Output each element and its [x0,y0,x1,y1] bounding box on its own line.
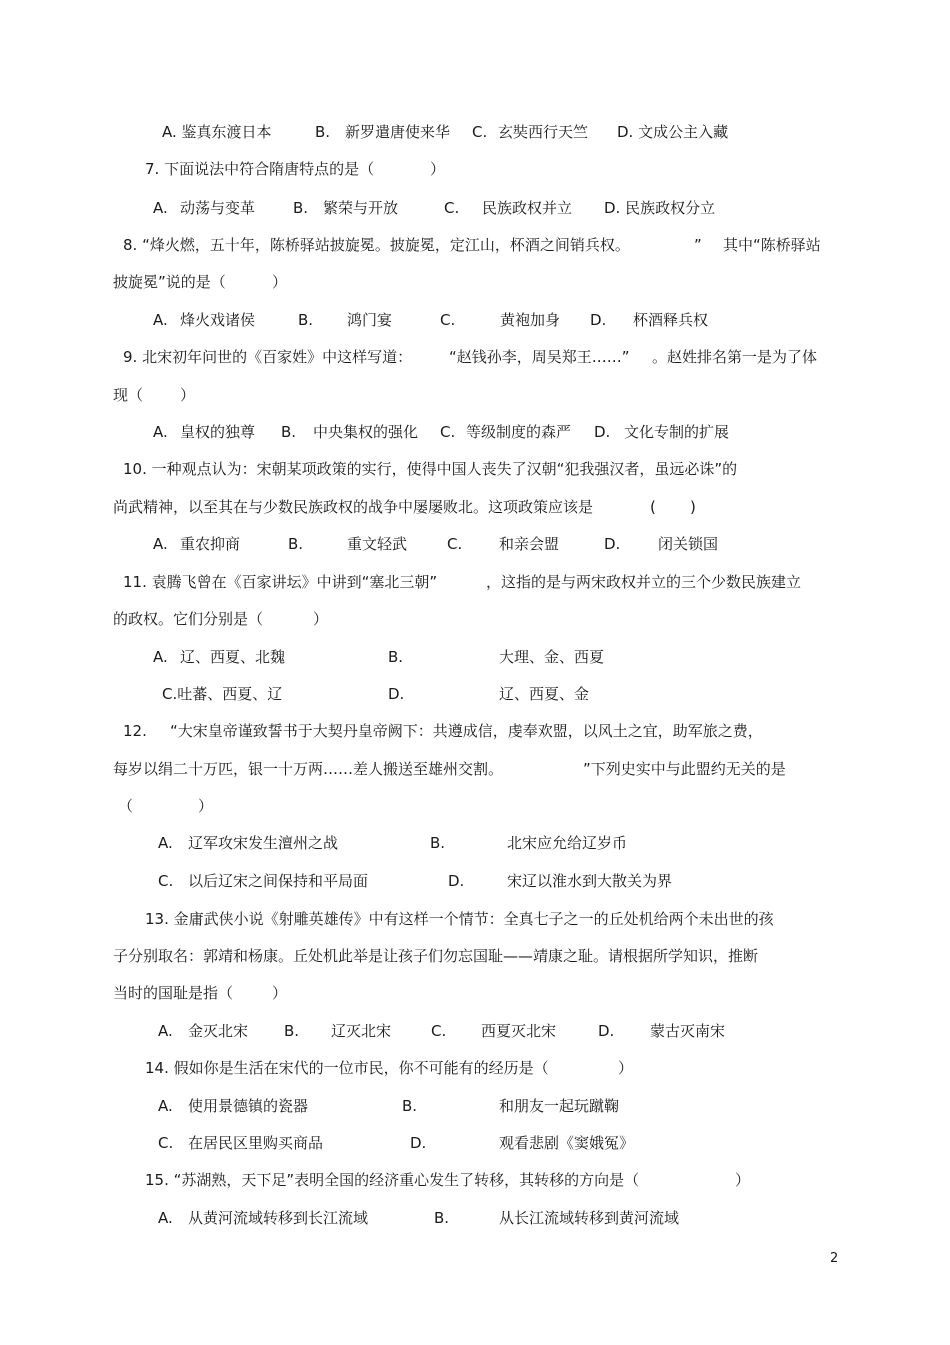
q13-option-c-text: 西夏灭北宋 [481,1022,557,1040]
q11-line1b: ，这指的是与两宋政权并立的三个少数民族建立 [486,573,802,591]
q10-option-c-text: 和亲会盟 [499,535,560,553]
q7-stem: 7. 下面说法中符合隋唐特点的是（ [145,160,375,178]
q9-option-c-letter: C. [440,423,456,441]
q9-option-c-text: 等级制度的森严 [466,423,572,441]
q6-option-c-letter: C. [472,123,488,141]
q15-stem-close: ） [735,1171,751,1189]
q12-line1a: 12. [123,722,147,740]
q14-stem-close: ） [618,1059,634,1077]
q10-line2: 尚武精神，以至其在与少数民族政权的战争中屡屡败北。这项政策应该是 [113,498,594,516]
q8-option-b-text: 鸿门宴 [347,311,393,329]
q14-option-c-text: 在居民区里购买商品 [188,1134,324,1152]
q12-line3-close: ） [198,797,214,815]
q13-line1: 13. 金庸武侠小说《射雕英雄传》中有这样一个情节：全真七子之一的丘处机给两个未出世的孩 [145,910,774,928]
q12-option-b-letter: B. [430,834,446,852]
q10-option-d-text: 闭关锁国 [658,535,719,553]
q10-option-b-letter: B. [288,535,304,553]
q13-option-a-letter: A. [158,1022,173,1040]
q13-option-d-letter: D. [598,1022,615,1040]
q9-option-b-letter: B. [281,423,297,441]
q11-line2: 的政权。它们分别是（ [113,610,264,628]
q8-option-d-letter: D. [590,311,607,329]
q14-option-b-text: 和朋友一起玩蹴鞠 [499,1097,620,1115]
q12-option-a-letter: A. [158,834,173,852]
q14-option-b-letter: B. [402,1097,418,1115]
q11-option-d-letter: D. [388,685,405,703]
q7-option-b-text: 繁荣与开放 [323,199,399,217]
q11-option-a-letter: A. [153,648,168,666]
q8-option-c-text: 黄袍加身 [500,311,561,329]
q7-stem-close: ） [430,160,446,178]
q11-line1a: 11. 袁腾飞曾在《百家讲坛》中讲到“塞北三朝” [123,573,438,591]
q14-option-d-text: 观看悲剧《窦娥冤》 [499,1134,635,1152]
q14-option-a-letter: A. [158,1097,173,1115]
q7-option-b-letter: B. [293,199,309,217]
q6-option-b-letter: B. [315,123,331,141]
q12-line2b: ”下列史实中与此盟约无关的是 [583,760,786,778]
q7-option-c-text: 民族政权并立 [482,199,573,217]
q6-option-d: D. 文成公主入藏 [617,123,729,141]
q9-line2-close: ） [180,386,196,404]
q13-line3-close: ） [272,984,288,1002]
q11-option-d-text: 辽、西夏、金 [499,685,590,703]
q6-option-c-text: 玄奘西行天竺 [498,123,589,141]
q9-line1b: “赵钱孙李，周吴郑王……” [449,348,630,366]
q8-option-a-letter: A. [153,311,168,329]
q14-option-c-letter: C. [158,1134,174,1152]
q9-option-a-text: 皇权的独尊 [180,423,256,441]
q15-option-b-letter: B. [434,1209,450,1227]
q13-option-d-text: 蒙古灭南宋 [650,1022,726,1040]
q12-option-d-letter: D. [448,872,465,890]
q13-option-b-text: 辽灭北宋 [331,1022,392,1040]
q12-line3: （ [118,797,134,815]
q9-line2: 现（ [113,386,144,404]
q12-line1b: “大宋皇帝谨致誓书于大契丹皇帝阙下：共遵成信，虔奉欢盟，以风土之宜，助军旅之费， [170,722,763,740]
q11-line2-close: ） [313,610,329,628]
q9-option-d-letter: D. [594,423,611,441]
q8-line2-close: ） [272,273,288,291]
q6-option-a: A. 鉴真东渡日本 [162,123,272,141]
q15-option-a-text: 从黄河流域转移到长江流域 [188,1209,369,1227]
q10-line2-paren-close: ) [690,498,696,516]
q11-option-a-text: 辽、西夏、北魏 [180,648,286,666]
q8-line2: 披旋冕”说的是（ [113,273,226,291]
q15-option-b-text: 从长江流域转移到黄河流域 [499,1209,680,1227]
q10-option-c-letter: C. [447,535,463,553]
q14-option-a-text: 使用景德镇的瓷器 [188,1097,309,1115]
q9-option-a-letter: A. [153,423,168,441]
q9-line1c: 。赵姓排名第一是为了体 [652,348,818,366]
q12-line2a: 每岁以绢二十万匹，银一十万两……差人搬送至雄州交割。 [113,760,504,778]
q13-option-b-letter: B. [284,1022,300,1040]
q11-option-b-text: 大理、金、西夏 [499,648,605,666]
q9-option-b-text: 中央集权的强化 [313,423,419,441]
q10-option-a-letter: A. [153,535,168,553]
q13-option-a-text: 金灭北宋 [188,1022,249,1040]
q14-stem: 14. 假如你是生活在宋代的一位市民，你不可能有的经历是（ [145,1059,549,1077]
page-number: 2 [830,1251,839,1266]
q7-option-c-letter: C. [444,199,460,217]
q11-option-c: C.吐蕃、西夏、辽 [162,685,283,703]
q10-option-a-text: 重农抑商 [180,535,241,553]
q7-option-d: D. 民族政权分立 [604,199,716,217]
q12-option-b-text: 北宋应允给辽岁币 [507,834,628,852]
q15-stem: 15. “苏湖熟，天下足”表明全国的经济重心发生了转移，其转移的方向是（ [145,1171,640,1189]
q10-option-b-text: 重文轻武 [347,535,408,553]
q12-option-a-text: 辽军攻宋发生澶州之战 [188,834,339,852]
q15-option-a-letter: A. [158,1209,173,1227]
q13-option-c-letter: C. [431,1022,447,1040]
q8-line1b: ” [694,236,702,254]
q8-option-a-text: 烽火戏诸侯 [180,311,256,329]
q7-option-a-letter: A. [153,199,168,217]
q13-line3: 当时的国耻是指（ [113,984,234,1002]
q8-option-b-letter: B. [298,311,314,329]
q9-option-d-text: 文化专制的扩展 [624,423,730,441]
q8-line1c: 其中“陈桥驿站 [723,236,821,254]
q9-line1a: 9. 北宋初年问世的《百家姓》中这样写道： [123,348,413,366]
q10-line1: 10. 一种观点认为：宋朝某项政策的实行，使得中国人丧失了汉朝“犯我强汉者，虽远必诛”的 [123,460,738,478]
q12-option-d-text: 宋辽以淮水到大散关为界 [507,872,673,890]
q8-option-c-letter: C. [440,311,456,329]
q11-option-b-letter: B. [388,648,404,666]
q12-option-c-text: 以后辽宋之间保持和平局面 [188,872,369,890]
q10-line2-paren-open: ( [650,498,656,516]
q12-option-c-letter: C. [158,872,174,890]
q8-line1a: 8. “烽火燃，五十年，陈桥驿站披旋冕。披旋冕，定江山，杯酒之间销兵权。 [123,236,630,254]
q10-option-d-letter: D. [604,535,621,553]
q14-option-d-letter: D. [410,1134,427,1152]
q7-option-a-text: 动荡与变革 [180,199,256,217]
q6-option-b-text: 新罗遣唐使来华 [345,123,451,141]
q13-line2: 子分别取名：郭靖和杨康。丘处机此举是让孩子们勿忘国耻——靖康之耻。请根据所学知识，推断 [113,947,759,965]
q8-option-d-text: 杯酒释兵权 [633,311,709,329]
